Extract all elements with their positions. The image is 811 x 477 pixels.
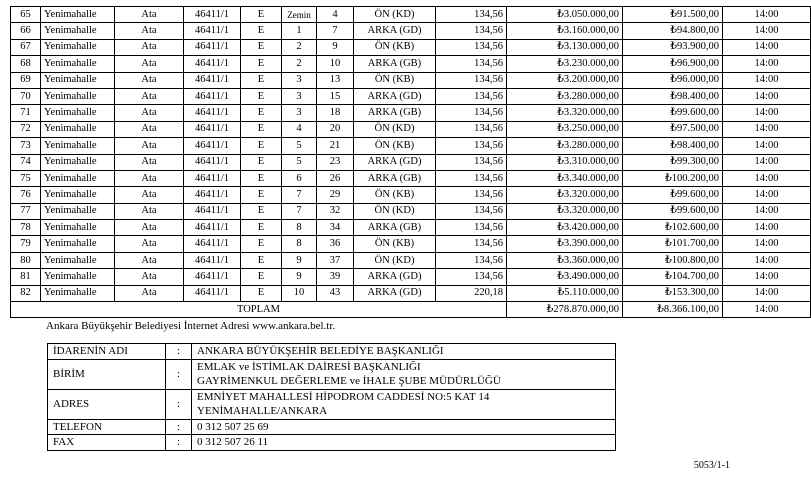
- block-cell: E: [241, 56, 282, 72]
- auction-time-cell: 14:00: [723, 138, 811, 154]
- floor-cell: 2: [282, 56, 317, 72]
- facade-cell: ARKA (GB): [354, 105, 436, 121]
- deposit-cell: ₺96.900,00: [623, 56, 723, 72]
- row-number-cell: 68: [11, 56, 41, 72]
- table-row: [11, 170, 811, 186]
- deposit-cell: ₺98.400,00: [623, 88, 723, 104]
- parcel-cell: 46411/1: [184, 154, 241, 170]
- unit-number-cell: 21: [317, 138, 354, 154]
- estimated-price-cell: ₺3.280.000,00: [507, 88, 623, 104]
- deposit-cell: ₺104.700,00: [623, 269, 723, 285]
- parcel-cell: 46411/1: [184, 187, 241, 203]
- info-value-line: ANKARA BÜYÜKŞEHİR BELEDİYE BAŞKANLIĞI: [197, 345, 444, 357]
- estimated-price-cell: ₺3.360.000,00: [507, 252, 623, 268]
- info-value: [192, 435, 616, 451]
- neighborhood-cell: Ata: [115, 170, 184, 186]
- info-value-line: EMNİYET MAHALLESİ HİPODROM CADDESİ NO:5 KAT 14: [197, 390, 490, 403]
- district-cell: Yenimahalle: [41, 138, 115, 154]
- info-colon: :: [166, 344, 192, 360]
- floor-cell: 3: [282, 88, 317, 104]
- auction-time-cell: 14:00: [723, 170, 811, 186]
- deposit-cell: ₺100.200,00: [623, 170, 723, 186]
- deposit-cell: ₺99.600,00: [623, 203, 723, 219]
- neighborhood-cell: Ata: [115, 138, 184, 154]
- row-number-cell: 71: [11, 105, 41, 121]
- auction-time-cell: 14:00: [723, 23, 811, 39]
- block-cell: E: [241, 170, 282, 186]
- block-cell: E: [241, 138, 282, 154]
- area-cell: 134,56: [436, 56, 507, 72]
- area-cell: 134,56: [436, 7, 507, 23]
- district-cell: Yenimahalle: [41, 170, 115, 186]
- facade-cell: ARKA (GD): [354, 285, 436, 301]
- estimated-price-cell: ₺3.320.000,00: [507, 105, 623, 121]
- district-cell: Yenimahalle: [41, 121, 115, 137]
- table-row: [11, 252, 811, 268]
- table-row: [11, 7, 811, 23]
- auction-time-cell: 14:00: [723, 72, 811, 88]
- district-cell: Yenimahalle: [41, 154, 115, 170]
- deposit-cell: ₺102.600,00: [623, 220, 723, 236]
- unit-number-cell: 10: [317, 56, 354, 72]
- parcel-cell: 46411/1: [184, 269, 241, 285]
- floor-cell: Zemin: [282, 7, 317, 23]
- district-cell: Yenimahalle: [41, 252, 115, 268]
- unit-number-cell: 15: [317, 88, 354, 104]
- area-cell: 134,56: [436, 236, 507, 252]
- floor-cell: 3: [282, 72, 317, 88]
- block-cell: E: [241, 7, 282, 23]
- floor-cell: 1: [282, 23, 317, 39]
- deposit-cell: ₺94.800,00: [623, 23, 723, 39]
- area-cell: 220,18: [436, 285, 507, 301]
- area-cell: 134,56: [436, 138, 507, 154]
- facade-cell: ÖN (KD): [354, 252, 436, 268]
- deposit-cell: ₺93.900,00: [623, 39, 723, 55]
- info-row: [48, 435, 616, 451]
- total-time: 14:00: [723, 302, 811, 318]
- facade-cell: ÖN (KB): [354, 39, 436, 55]
- auction-time-cell: 14:00: [723, 121, 811, 137]
- info-value: [192, 389, 616, 419]
- deposit-cell: ₺99.600,00: [623, 105, 723, 121]
- table-row: [11, 23, 811, 39]
- table-row: [11, 121, 811, 137]
- block-cell: E: [241, 220, 282, 236]
- auction-time-cell: 14:00: [723, 269, 811, 285]
- auction-time-cell: 14:00: [723, 285, 811, 301]
- unit-number-cell: 18: [317, 105, 354, 121]
- estimated-price-cell: ₺3.390.000,00: [507, 236, 623, 252]
- parcel-cell: 46411/1: [184, 88, 241, 104]
- floor-cell: 3: [282, 105, 317, 121]
- area-cell: 134,56: [436, 23, 507, 39]
- deposit-cell: ₺99.600,00: [623, 187, 723, 203]
- estimated-price-cell: ₺3.320.000,00: [507, 203, 623, 219]
- info-colon: :: [166, 435, 192, 451]
- parcel-cell: 46411/1: [184, 56, 241, 72]
- block-cell: E: [241, 88, 282, 104]
- facade-cell: ÖN (KD): [354, 203, 436, 219]
- total-price: ₺278.870.000,00: [507, 302, 623, 318]
- unit-number-cell: 9: [317, 39, 354, 55]
- deposit-cell: ₺91.500,00: [623, 7, 723, 23]
- estimated-price-cell: ₺3.420.000,00: [507, 220, 623, 236]
- facade-cell: ÖN (KD): [354, 7, 436, 23]
- unit-number-cell: 7: [317, 23, 354, 39]
- auction-time-cell: 14:00: [723, 7, 811, 23]
- parcel-cell: 46411/1: [184, 285, 241, 301]
- floor-cell: 8: [282, 220, 317, 236]
- deposit-cell: ₺153.300,00: [623, 285, 723, 301]
- info-colon: :: [166, 359, 192, 389]
- block-cell: E: [241, 72, 282, 88]
- neighborhood-cell: Ata: [115, 88, 184, 104]
- deposit-cell: ₺100.800,00: [623, 252, 723, 268]
- estimated-price-cell: ₺3.200.000,00: [507, 72, 623, 88]
- row-number-cell: 77: [11, 203, 41, 219]
- area-cell: 134,56: [436, 252, 507, 268]
- unit-number-cell: 43: [317, 285, 354, 301]
- auction-time-cell: 14:00: [723, 187, 811, 203]
- estimated-price-cell: ₺3.250.000,00: [507, 121, 623, 137]
- district-cell: Yenimahalle: [41, 56, 115, 72]
- neighborhood-cell: Ata: [115, 285, 184, 301]
- row-number-cell: 80: [11, 252, 41, 268]
- unit-number-cell: 37: [317, 252, 354, 268]
- district-cell: Yenimahalle: [41, 7, 115, 23]
- estimated-price-cell: ₺3.320.000,00: [507, 187, 623, 203]
- total-deposit: ₺8.366.100,00: [623, 302, 723, 318]
- unit-number-cell: 32: [317, 203, 354, 219]
- row-number-cell: 78: [11, 220, 41, 236]
- contact-info-body: [48, 344, 616, 451]
- table-row: [11, 138, 811, 154]
- page-number: 5053/1-1: [693, 460, 730, 471]
- parcel-cell: 46411/1: [184, 105, 241, 121]
- parcel-cell: 46411/1: [184, 121, 241, 137]
- facade-cell: ÖN (KB): [354, 187, 436, 203]
- auction-time-cell: 14:00: [723, 88, 811, 104]
- unit-number-cell: 23: [317, 154, 354, 170]
- estimated-price-cell: ₺3.160.000,00: [507, 23, 623, 39]
- table-row: [11, 236, 811, 252]
- block-cell: E: [241, 269, 282, 285]
- facade-cell: ÖN (KB): [354, 138, 436, 154]
- area-cell: 134,56: [436, 72, 507, 88]
- parcel-cell: 46411/1: [184, 220, 241, 236]
- deposit-cell: ₺101.700,00: [623, 236, 723, 252]
- unit-number-cell: 39: [317, 269, 354, 285]
- unit-number-cell: 13: [317, 72, 354, 88]
- district-cell: Yenimahalle: [41, 23, 115, 39]
- block-cell: E: [241, 252, 282, 268]
- facade-cell: ARKA (GB): [354, 56, 436, 72]
- neighborhood-cell: Ata: [115, 203, 184, 219]
- info-row: [48, 344, 616, 360]
- area-cell: 134,56: [436, 88, 507, 104]
- facade-cell: ÖN (KB): [354, 72, 436, 88]
- parcel-cell: 46411/1: [184, 7, 241, 23]
- area-cell: 134,56: [436, 121, 507, 137]
- row-number-cell: 69: [11, 72, 41, 88]
- neighborhood-cell: Ata: [115, 220, 184, 236]
- parcel-cell: 46411/1: [184, 23, 241, 39]
- floor-cell: 5: [282, 154, 317, 170]
- table-row: [11, 105, 811, 121]
- district-cell: Yenimahalle: [41, 105, 115, 121]
- auction-time-cell: 14:00: [723, 105, 811, 121]
- area-cell: 134,56: [436, 154, 507, 170]
- contact-info-table: [47, 343, 616, 451]
- neighborhood-cell: Ata: [115, 187, 184, 203]
- neighborhood-cell: Ata: [115, 154, 184, 170]
- info-value-line: EMLAK ve İSTİMLAK DAİRESİ BAŞKANLIĞI: [197, 360, 421, 373]
- floor-cell: 8: [282, 236, 317, 252]
- table-row: [11, 154, 811, 170]
- row-number-cell: 67: [11, 39, 41, 55]
- district-cell: Yenimahalle: [41, 203, 115, 219]
- unit-number-cell: 26: [317, 170, 354, 186]
- table-row: [11, 220, 811, 236]
- row-number-cell: 70: [11, 88, 41, 104]
- unit-number-cell: 4: [317, 7, 354, 23]
- info-value-line: YENİMAHALLE/ANKARA: [197, 405, 328, 417]
- facade-cell: ÖN (KD): [354, 121, 436, 137]
- info-label: FAX: [48, 435, 166, 451]
- area-cell: 134,56: [436, 39, 507, 55]
- facade-cell: ARKA (GD): [354, 154, 436, 170]
- block-cell: E: [241, 39, 282, 55]
- district-cell: Yenimahalle: [41, 39, 115, 55]
- parcel-cell: 46411/1: [184, 72, 241, 88]
- total-label: TOPLAM: [11, 302, 507, 318]
- district-cell: Yenimahalle: [41, 88, 115, 104]
- row-number-cell: 72: [11, 121, 41, 137]
- unit-number-cell: 34: [317, 220, 354, 236]
- unit-number-cell: 29: [317, 187, 354, 203]
- row-number-cell: 81: [11, 269, 41, 285]
- table-row: [11, 88, 811, 104]
- auction-time-cell: 14:00: [723, 220, 811, 236]
- facade-cell: ARKA (GB): [354, 220, 436, 236]
- estimated-price-cell: ₺3.230.000,00: [507, 56, 623, 72]
- info-value-line: 0 312 507 25 69: [197, 420, 269, 433]
- floor-cell: 4: [282, 121, 317, 137]
- table-row: [11, 72, 811, 88]
- area-cell: 134,56: [436, 203, 507, 219]
- table-row: [11, 269, 811, 285]
- district-cell: Yenimahalle: [41, 236, 115, 252]
- neighborhood-cell: Ata: [115, 23, 184, 39]
- parcel-cell: 46411/1: [184, 170, 241, 186]
- info-colon: :: [166, 389, 192, 419]
- floor-cell: 9: [282, 269, 317, 285]
- website-note: Ankara Büyükşehir Belediyesi İnternet Adresi www.ankara.bel.tr.: [46, 320, 336, 332]
- area-cell: 134,56: [436, 170, 507, 186]
- deposit-cell: ₺97.500,00: [623, 121, 723, 137]
- row-number-cell: 73: [11, 138, 41, 154]
- block-cell: E: [241, 154, 282, 170]
- area-cell: 134,56: [436, 220, 507, 236]
- info-label: BİRİM: [48, 359, 166, 389]
- estimated-price-cell: ₺5.110.000,00: [507, 285, 623, 301]
- block-cell: E: [241, 236, 282, 252]
- facade-cell: ARKA (GD): [354, 23, 436, 39]
- block-cell: E: [241, 121, 282, 137]
- total-row: [11, 302, 811, 318]
- district-cell: Yenimahalle: [41, 285, 115, 301]
- estimated-price-cell: ₺3.280.000,00: [507, 138, 623, 154]
- neighborhood-cell: Ata: [115, 105, 184, 121]
- row-number-cell: 66: [11, 23, 41, 39]
- info-label: İDARENİN ADI: [48, 344, 166, 360]
- info-row: [48, 359, 616, 389]
- parcel-cell: 46411/1: [184, 252, 241, 268]
- table-row: [11, 285, 811, 301]
- district-cell: Yenimahalle: [41, 269, 115, 285]
- table-row: [11, 203, 811, 219]
- estimated-price-cell: ₺3.310.000,00: [507, 154, 623, 170]
- row-number-cell: 74: [11, 154, 41, 170]
- area-cell: 134,56: [436, 187, 507, 203]
- district-cell: Yenimahalle: [41, 187, 115, 203]
- neighborhood-cell: Ata: [115, 252, 184, 268]
- floor-cell: 10: [282, 285, 317, 301]
- info-row: [48, 419, 616, 435]
- auction-time-cell: 14:00: [723, 154, 811, 170]
- table-row: [11, 56, 811, 72]
- auction-time-cell: 14:00: [723, 236, 811, 252]
- deposit-cell: ₺96.000,00: [623, 72, 723, 88]
- district-cell: Yenimahalle: [41, 220, 115, 236]
- info-value-line: GAYRİMENKUL DEĞERLEME ve İHALE ŞUBE MÜDÜRLÜĞÜ: [197, 375, 501, 387]
- floor-cell: 7: [282, 187, 317, 203]
- block-cell: E: [241, 23, 282, 39]
- block-cell: E: [241, 203, 282, 219]
- estimated-price-cell: ₺3.130.000,00: [507, 39, 623, 55]
- table-row: [11, 39, 811, 55]
- info-value: [192, 419, 616, 435]
- floor-cell: 6: [282, 170, 317, 186]
- neighborhood-cell: Ata: [115, 236, 184, 252]
- info-value: [192, 344, 616, 360]
- block-cell: E: [241, 285, 282, 301]
- floor-cell: 2: [282, 39, 317, 55]
- facade-cell: ÖN (KB): [354, 236, 436, 252]
- info-colon: :: [166, 419, 192, 435]
- floor-cell: 9: [282, 252, 317, 268]
- row-number-cell: 65: [11, 7, 41, 23]
- parcel-cell: 46411/1: [184, 203, 241, 219]
- facade-cell: ARKA (GD): [354, 269, 436, 285]
- neighborhood-cell: Ata: [115, 269, 184, 285]
- neighborhood-cell: Ata: [115, 121, 184, 137]
- deposit-cell: ₺99.300,00: [623, 154, 723, 170]
- parcel-cell: 46411/1: [184, 138, 241, 154]
- facade-cell: ARKA (GD): [354, 88, 436, 104]
- deposit-cell: ₺98.400,00: [623, 138, 723, 154]
- neighborhood-cell: Ata: [115, 39, 184, 55]
- unit-number-cell: 36: [317, 236, 354, 252]
- area-cell: 134,56: [436, 269, 507, 285]
- facade-cell: ARKA (GB): [354, 170, 436, 186]
- block-cell: E: [241, 105, 282, 121]
- info-label: ADRES: [48, 389, 166, 419]
- row-number-cell: 79: [11, 236, 41, 252]
- district-cell: Yenimahalle: [41, 72, 115, 88]
- auction-time-cell: 14:00: [723, 39, 811, 55]
- area-cell: 134,56: [436, 105, 507, 121]
- auction-time-cell: 14:00: [723, 56, 811, 72]
- table-row: [11, 187, 811, 203]
- parcel-cell: 46411/1: [184, 236, 241, 252]
- unit-number-cell: 20: [317, 121, 354, 137]
- auction-time-cell: 14:00: [723, 252, 811, 268]
- neighborhood-cell: Ata: [115, 72, 184, 88]
- estimated-price-cell: ₺3.050.000,00: [507, 7, 623, 23]
- table-body: [11, 7, 811, 302]
- row-number-cell: 75: [11, 170, 41, 186]
- row-number-cell: 76: [11, 187, 41, 203]
- row-number-cell: 82: [11, 285, 41, 301]
- info-value: [192, 359, 616, 389]
- neighborhood-cell: Ata: [115, 56, 184, 72]
- block-cell: E: [241, 187, 282, 203]
- floor-cell: 5: [282, 138, 317, 154]
- info-row: [48, 389, 616, 419]
- floor-cell: 7: [282, 203, 317, 219]
- info-label: TELEFON: [48, 419, 166, 435]
- neighborhood-cell: Ata: [115, 7, 184, 23]
- auction-time-cell: 14:00: [723, 203, 811, 219]
- parcel-cell: 46411/1: [184, 39, 241, 55]
- estimated-price-cell: ₺3.490.000,00: [507, 269, 623, 285]
- estimated-price-cell: ₺3.340.000,00: [507, 170, 623, 186]
- auction-list-table: [10, 6, 811, 318]
- info-value-line: 0 312 507 26 11: [197, 436, 269, 448]
